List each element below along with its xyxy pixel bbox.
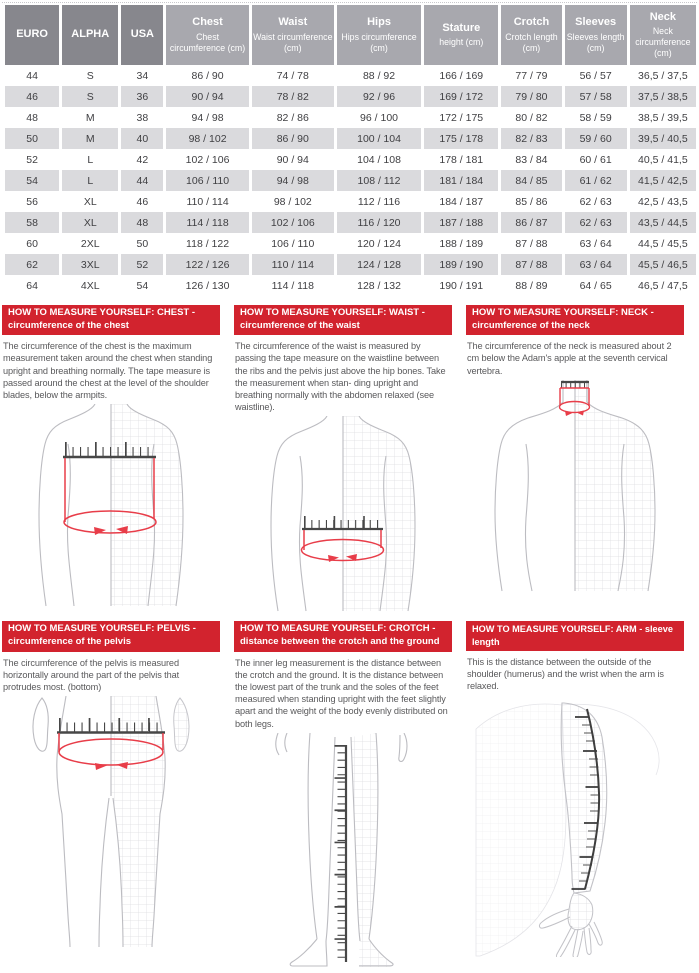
size-value-cell: 38	[121, 107, 163, 128]
measure-sections-grid	[2, 305, 697, 973]
size-value-cell: 78 / 82	[252, 86, 334, 107]
size-value-cell: 128 / 132	[337, 275, 421, 296]
column-header: Neck Neck circumference (cm)	[630, 5, 696, 65]
section-arm-body: This is the distance between the outside of the shoulder (humerus) and the wrist when the arm is relaxed.	[467, 656, 664, 692]
size-table	[2, 5, 699, 296]
size-value-cell: 37,5 / 38,5	[630, 86, 696, 107]
size-table-wrap	[2, 2, 697, 296]
waist-figure-wrap	[234, 416, 452, 612]
size-value-cell: XL	[62, 191, 118, 212]
size-value-cell: 166 / 169	[424, 65, 498, 86]
table-row	[5, 254, 696, 275]
size-value-cell: 88 / 89	[501, 275, 561, 296]
size-value-cell: 58 / 59	[565, 107, 627, 128]
arm-measurement-figure	[466, 695, 684, 957]
size-value-cell: 44	[5, 65, 59, 86]
pelvis-measurement-figure	[2, 696, 220, 948]
size-value-cell: 62 / 63	[565, 191, 627, 212]
size-value-cell: 41,5 / 42,5	[630, 170, 696, 191]
chest-figure-wrap	[2, 404, 220, 607]
size-value-cell: 106 / 110	[252, 233, 334, 254]
table-row	[5, 107, 696, 128]
size-value-cell: 45,5 / 46,5	[630, 254, 696, 275]
size-value-cell: 100 / 104	[337, 128, 421, 149]
size-value-cell: 85 / 86	[501, 191, 561, 212]
size-value-cell: 56	[5, 191, 59, 212]
size-value-cell: 94 / 98	[166, 107, 248, 128]
section-waist-title: HOW TO MEASURE YOURSELF: WAIST - circumference of the waist	[234, 305, 452, 335]
neck-ruler-icon	[561, 382, 589, 385]
size-value-cell: 122 / 126	[166, 254, 248, 275]
size-value-cell: 60 / 61	[565, 149, 627, 170]
size-value-cell: 2XL	[62, 233, 118, 254]
size-value-cell: 82 / 86	[252, 107, 334, 128]
size-value-cell: 60	[5, 233, 59, 254]
size-value-cell: 112 / 116	[337, 191, 421, 212]
size-value-cell: 44	[121, 170, 163, 191]
size-value-cell: 104 / 108	[337, 149, 421, 170]
size-value-cell: M	[62, 128, 118, 149]
size-value-cell: 114 / 118	[252, 275, 334, 296]
size-value-cell: 181 / 184	[424, 170, 498, 191]
size-value-cell: 43,5 / 44,5	[630, 212, 696, 233]
pelvis-figure-wrap	[2, 696, 220, 948]
column-header: Hips Hips circumference (cm)	[337, 5, 421, 65]
section-neck-body: The circumference of the neck is measured about 2 cm below the Adam's apple at the seventh cervical vertebra.	[467, 341, 672, 376]
section-pelvis-title: HOW TO MEASURE YOURSELF: PELVIS - circumference of the pelvis	[2, 621, 220, 651]
table-row	[5, 275, 696, 296]
size-value-cell: S	[62, 86, 118, 107]
size-value-cell: 56 / 57	[565, 65, 627, 86]
section-chest-body: The circumference of the chest is the maximum measurement taken around the chest when standing upright and breathing normally. The tape measure is passed around the chest at the level of the shoulder blades, below the armpits.	[3, 341, 213, 400]
size-value-cell: 102 / 106	[166, 149, 248, 170]
size-value-cell: 4XL	[62, 275, 118, 296]
size-value-cell: 92 / 96	[337, 86, 421, 107]
crotch-figure-wrap	[234, 733, 452, 973]
size-value-cell: 126 / 130	[166, 275, 248, 296]
size-value-cell: 61 / 62	[565, 170, 627, 191]
size-value-cell: 188 / 189	[424, 233, 498, 254]
column-header: Waist Waist circumference (cm)	[252, 5, 334, 65]
size-value-cell: 116 / 120	[337, 212, 421, 233]
size-value-cell: 52	[5, 149, 59, 170]
size-value-cell: 64	[5, 275, 59, 296]
size-value-cell: 102 / 106	[252, 212, 334, 233]
column-header: Stature height (cm)	[424, 5, 498, 65]
table-row	[5, 212, 696, 233]
size-value-cell: 54	[121, 275, 163, 296]
size-value-cell: 175 / 178	[424, 128, 498, 149]
size-value-cell: 40,5 / 41,5	[630, 149, 696, 170]
size-value-cell: 83 / 84	[501, 149, 561, 170]
size-value-cell: 94 / 98	[252, 170, 334, 191]
size-value-cell: 124 / 128	[337, 254, 421, 275]
section-chest	[2, 305, 220, 612]
size-value-cell: 80 / 82	[501, 107, 561, 128]
size-value-cell: 48	[5, 107, 59, 128]
table-row	[5, 233, 696, 254]
size-value-cell: 46	[5, 86, 59, 107]
table-row	[5, 128, 696, 149]
section-neck	[466, 305, 684, 612]
section-crotch-body: The inner leg measurement is the distance between the crotch and the ground. It is the distance between the lowest part of the trunk and the soles of the feet measured when standing upright with the feet slightly apart and the weight of the body evenly distributed on both legs.	[235, 657, 448, 729]
size-value-cell: L	[62, 149, 118, 170]
size-value-cell: 84 / 85	[501, 170, 561, 191]
size-value-cell: 38,5 / 39,5	[630, 107, 696, 128]
size-value-cell: 86 / 90	[166, 65, 248, 86]
size-value-cell: 178 / 181	[424, 149, 498, 170]
size-chart-page	[0, 2, 699, 973]
size-value-cell: 98 / 102	[252, 191, 334, 212]
size-value-cell: 42,5 / 43,5	[630, 191, 696, 212]
size-value-cell: 79 / 80	[501, 86, 561, 107]
column-header: Chest Chest circumference (cm)	[166, 5, 248, 65]
size-value-cell: 114 / 118	[166, 212, 248, 233]
chest-measurement-figure	[2, 404, 220, 607]
size-value-cell: 189 / 190	[424, 254, 498, 275]
size-value-cell: 187 / 188	[424, 212, 498, 233]
size-value-cell: 62 / 63	[565, 212, 627, 233]
crotch-ruler-icon	[340, 745, 346, 962]
size-value-cell: 87 / 88	[501, 233, 561, 254]
section-arm-title: HOW TO MEASURE YOURSELF: ARM - sleeve length	[466, 621, 684, 650]
column-header: EURO	[5, 5, 59, 65]
size-value-cell: 86 / 90	[252, 128, 334, 149]
size-value-cell: 110 / 114	[252, 254, 334, 275]
size-value-cell: 77 / 79	[501, 65, 561, 86]
size-value-cell: 3XL	[62, 254, 118, 275]
size-value-cell: 42	[121, 149, 163, 170]
table-row	[5, 170, 696, 191]
size-value-cell: 120 / 124	[337, 233, 421, 254]
column-header: Crotch Crotch length (cm)	[501, 5, 561, 65]
crotch-measurement-figure	[234, 733, 452, 973]
size-value-cell: 172 / 175	[424, 107, 498, 128]
size-value-cell: 63 / 64	[565, 233, 627, 254]
size-value-cell: 59 / 60	[565, 128, 627, 149]
size-value-cell: 36,5 / 37,5	[630, 65, 696, 86]
section-neck-title: HOW TO MEASURE YOURSELF: NECK - circumference of the neck	[466, 305, 684, 335]
size-value-cell: L	[62, 170, 118, 191]
size-value-cell: 190 / 191	[424, 275, 498, 296]
size-value-cell: 184 / 187	[424, 191, 498, 212]
size-value-cell: 86 / 87	[501, 212, 561, 233]
column-header: Sleeves Sleeves length (cm)	[565, 5, 627, 65]
size-value-cell: 169 / 172	[424, 86, 498, 107]
size-value-cell: 90 / 94	[166, 86, 248, 107]
size-value-cell: 90 / 94	[252, 149, 334, 170]
arm-figure-wrap	[466, 695, 684, 957]
size-value-cell: M	[62, 107, 118, 128]
table-row	[5, 191, 696, 212]
size-value-cell: 46	[121, 191, 163, 212]
size-table-header-row	[5, 5, 696, 65]
size-value-cell: 87 / 88	[501, 254, 561, 275]
size-value-cell: 110 / 114	[166, 191, 248, 212]
size-value-cell: 98 / 102	[166, 128, 248, 149]
section-crotch-title: HOW TO MEASURE YOURSELF: CROTCH - distance between the crotch and the ground	[234, 621, 452, 651]
size-value-cell: 52	[121, 254, 163, 275]
column-header: ALPHA	[62, 5, 118, 65]
section-arm	[466, 621, 684, 972]
size-value-cell: 39,5 / 40,5	[630, 128, 696, 149]
table-row	[5, 149, 696, 170]
section-pelvis-body: The circumference of the pelvis is measured horizontally around the part of the pelvis that protrudes most. (bottom)	[3, 657, 180, 692]
size-value-cell: 40	[121, 128, 163, 149]
size-value-cell: 62	[5, 254, 59, 275]
size-value-cell: 88 / 92	[337, 65, 421, 86]
size-value-cell: 50	[121, 233, 163, 254]
waist-measurement-figure	[234, 416, 452, 612]
size-value-cell: 118 / 122	[166, 233, 248, 254]
neck-measurement-figure	[466, 380, 684, 592]
size-value-cell: 96 / 100	[337, 107, 421, 128]
size-value-cell: 63 / 64	[565, 254, 627, 275]
size-value-cell: 108 / 112	[337, 170, 421, 191]
table-row	[5, 65, 696, 86]
size-value-cell: 44,5 / 45,5	[630, 233, 696, 254]
size-value-cell: 36	[121, 86, 163, 107]
size-value-cell: 74 / 78	[252, 65, 334, 86]
size-value-cell: 106 / 110	[166, 170, 248, 191]
size-value-cell: 64 / 65	[565, 275, 627, 296]
size-value-cell: 54	[5, 170, 59, 191]
size-value-cell: XL	[62, 212, 118, 233]
size-value-cell: 46,5 / 47,5	[630, 275, 696, 296]
size-value-cell: 82 / 83	[501, 128, 561, 149]
size-value-cell: 57 / 58	[565, 86, 627, 107]
size-value-cell: 34	[121, 65, 163, 86]
column-header: USA	[121, 5, 163, 65]
size-table-body	[5, 65, 696, 296]
section-crotch	[234, 621, 452, 972]
size-value-cell: 48	[121, 212, 163, 233]
neck-figure-wrap	[466, 380, 684, 592]
section-pelvis	[2, 621, 220, 972]
section-chest-title: HOW TO MEASURE YOURSELF: CHEST - circumference of the chest	[2, 305, 220, 335]
size-value-cell: 50	[5, 128, 59, 149]
size-value-cell: 58	[5, 212, 59, 233]
table-row	[5, 86, 696, 107]
section-waist	[234, 305, 452, 612]
section-waist-body: The circumference of the waist is measured by passing the tape measure on the waistline between the ribs and the pelvis just above the hip bones. Take the measurement when stan- ding upright and breathing normally with the abdomen relaxed (see waistline).	[235, 341, 446, 413]
size-value-cell: S	[62, 65, 118, 86]
